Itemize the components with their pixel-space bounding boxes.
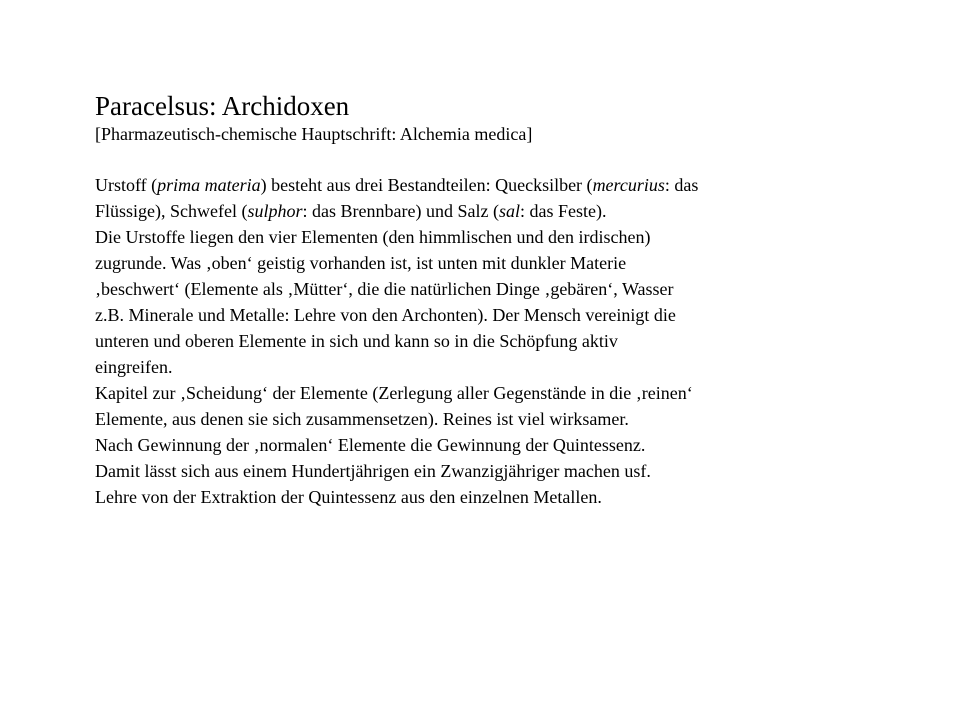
text-line: ‚beschwert‘ (Elemente als ‚Mütter‘, die die natürlichen Dinge ‚gebären‘, Wasser	[95, 279, 674, 299]
slide-title: Paracelsus: Archidoxen	[95, 91, 350, 121]
paragraph-elemente	[95, 224, 855, 380]
text-line: Elemente, aus denen sie sich zusammensetzen). Reines ist viel wirksamer.	[95, 409, 629, 429]
text-line: eingreifen.	[95, 357, 173, 377]
paragraph-urstoff	[95, 172, 855, 224]
text-line: unteren und oberen Elemente in sich und kann so in die Schöpfung aktiv	[95, 331, 618, 351]
paragraph-extraktion: Lehre von der Extraktion der Quintessenz aus den einzelnen Metallen.	[95, 487, 602, 507]
paragraph-verjuengung: Damit lässt sich aus einem Hundertjährigen ein Zwanzigjähriger machen usf.	[95, 461, 651, 481]
slide-subtitle: [Pharmazeutisch-chemische Hauptschrift: Alchemia medica]	[95, 124, 533, 144]
text-line: z.B. Minerale und Metalle: Lehre von den Archonten). Der Mensch vereinigt die	[95, 305, 676, 325]
text-line: zugrunde. Was ‚oben‘ geistig vorhanden ist, ist unten mit dunkler Materie	[95, 253, 627, 273]
text-line: Flüssige), Schwefel (sulphor: das Brennbare) und Salz (sal: das Feste).	[95, 201, 607, 221]
text-line: Kapitel zur ‚Scheidung‘ der Elemente (Zerlegung aller Gegenstände in die ‚reinen‘	[95, 383, 693, 403]
slide-body	[95, 172, 855, 510]
text-line: Urstoff (prima materia) besteht aus drei Bestandteilen: Quecksilber (mercurius: das	[95, 175, 699, 195]
paragraph-quintessenz: Nach Gewinnung der ‚normalen‘ Elemente die Gewinnung der Quintessenz.	[95, 435, 646, 455]
slide-content	[95, 90, 855, 510]
paragraph-scheidung	[95, 380, 855, 432]
text-line: Die Urstoffe liegen den vier Elementen (den himmlischen und den irdischen)	[95, 227, 651, 247]
